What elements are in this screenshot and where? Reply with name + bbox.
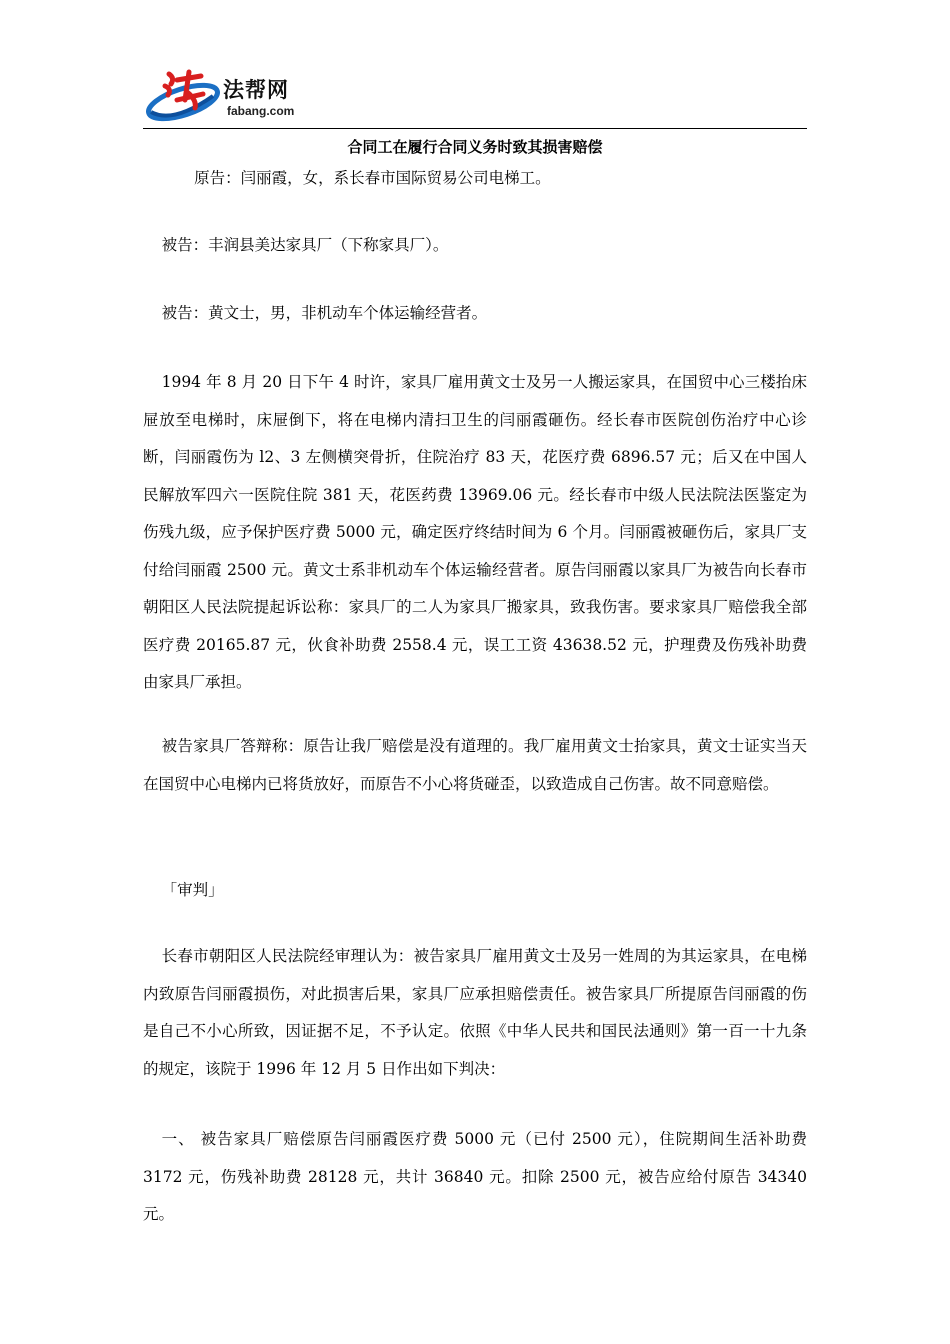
document-title: 合同工在履行合同义务时致其损害赔偿 xyxy=(347,138,603,156)
page-header xyxy=(143,66,807,128)
logo-url: fabang.com xyxy=(227,104,295,118)
paragraph-judgment-1: 一、 被告家具厂赔偿原告闫丽霞医疗费 5000 元（已付 2500 元），住院期间生活补助费 3172 元，伤残补助费 28128 元，共计 36840 元。扣除 2500 元，被告应给付原告 34340 元。 xyxy=(143,1130,807,1223)
paragraph-plaintiff: 原告：闫丽霞，女，系长春市国际贸易公司电梯工。 xyxy=(194,169,551,187)
paragraph-court-finding: 长春市朝阳区人民法院经审理认为：被告家具厂雇用黄文士及另一姓周的为其运家具，在电梯内致原告闫丽霞损伤，对此损害后果，家具厂应承担赔偿责任。被告家具厂所提原告闫丽霞的伤是自己不小心所致，因证据不足，不予认定。依照《中华人民共和国民法通则》第一百一十九条的规定，该院于 1996 年 12 月 5 日作出如下判决： xyxy=(143,947,807,1078)
paragraph-trial-heading: 「审判」 xyxy=(161,881,224,899)
logo-title: 法帮网 xyxy=(223,78,289,102)
paragraph-facts: 1994 年 8 月 20 日下午 4 时许，家具厂雇用黄文士及另一人搬运家具，在国贸中心三楼抬床屉放至电梯时，床屉倒下，将在电梯内清扫卫生的闫丽霞砸伤。经长春市医院创伤治疗中心诊断，闫丽霞伤为 l2、3 左侧横突骨折，住院治疗 83 天，花医疗费 6896.57 元；后又在中国人民解放军四六一医院住院 381 天，花医药费 13969.06 元。经长春市中级人民法院法医鉴定为伤残九级，应予保护医疗费 5000 元，确定医疗终结时间为 6 个月。闫丽霞被砸伤后，家具厂支付给闫丽霞 2500 元。黄文士系非机动车个体运输经营者。原告闫丽霞以家具厂为被告向长春市朝阳区人民法院提起诉讼称：家具厂的二人为家具厂搬家具，致我伤害。要求家具厂赔偿我全部医疗费 20165.87 元，伙食补助费 2558.4 元，误工工资 43638.52 元，护理费及伤残补助费由家具厂承担。 xyxy=(143,373,807,691)
fabang-logo-icon xyxy=(143,66,221,124)
header-divider xyxy=(143,128,807,129)
paragraph-defendant-2: 被告：黄文士，男，非机动车个体运输经营者。 xyxy=(161,304,488,322)
paragraph-defendant-1: 被告：丰润县美达家具厂（下称家具厂）。 xyxy=(161,236,449,254)
paragraph-defense: 被告家具厂答辩称：原告让我厂赔偿是没有道理的。我厂雇用黄文士抬家具，黄文士证实当天在国贸中心电梯内已将货放好，而原告不小心将货碰歪，以致造成自己伤害。故不同意赔偿。 xyxy=(143,737,807,793)
